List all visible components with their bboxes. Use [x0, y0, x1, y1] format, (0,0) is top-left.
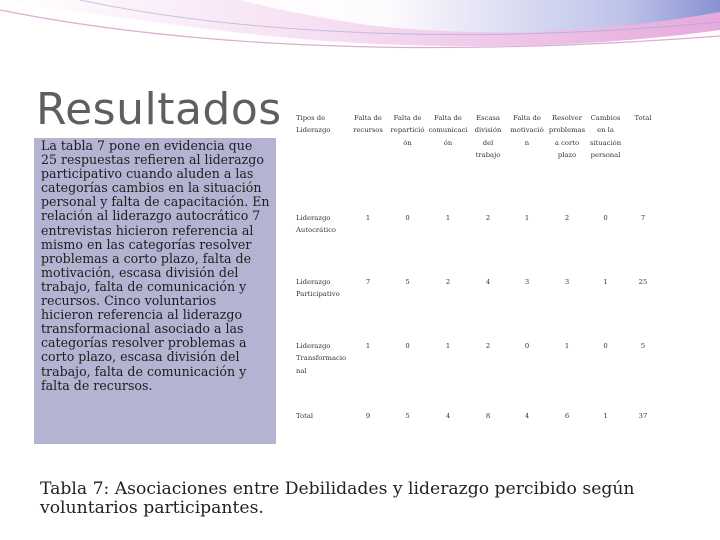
header-swoosh-decoration: [0, 0, 720, 90]
table-cell: 0: [405, 342, 410, 350]
table-cell: 1: [445, 342, 451, 350]
table-cell: 5: [405, 278, 410, 286]
header-cell-falta-de-reparticion: Falta de repartició ón: [390, 114, 425, 147]
table-cell: 4: [524, 412, 530, 420]
table-cell: 7: [365, 278, 371, 286]
table-row: [292, 274, 662, 338]
table-cell: 1: [603, 278, 608, 286]
table-cell: Liderazgo Participativo: [296, 278, 340, 299]
table-cell: 5: [405, 412, 410, 420]
table-cell: 2: [485, 214, 491, 222]
table-cell: 1: [603, 412, 608, 420]
table-cell: 9: [365, 412, 371, 420]
table-caption: Tabla 7: Asociaciones entre Debilidades y liderazgo percibido según voluntarios participantes.: [40, 479, 635, 519]
body-paragraph: La tabla 7 pone en evidencia que 25 respuestas refieren al liderazgo participativo cuando aluden a las categorías cambios en la situación personal y falta de capacitación. En relación al liderazgo autocrático 7 entrevistas hicieron referencia al mismo en las categorías resolver problemas a corto plazo, falta de motivación, escasa división del trabajo, falta de comunicación y recursos. Cinco voluntarios hicieron referencia al liderazgo transformacional asociado a las categorías resolver problemas a corto plazo, escasa división del trabajo, falta de comunicación y falta de recursos.: [41, 138, 270, 393]
table-cell: 2: [445, 278, 451, 286]
table-cell: 4: [445, 412, 451, 420]
header-cell-falta-de-comunicacion: Falta de comunicaci ón: [428, 114, 468, 147]
table-cell: 7: [640, 214, 646, 222]
table-cell: 3: [524, 278, 530, 286]
header-cell-cambios-situacion: Cambios en la situación personal: [589, 114, 622, 160]
table-cell: 1: [365, 214, 371, 222]
table-cell: 25: [638, 278, 648, 286]
header-cell-escasa-division: Escasa división del trabajo: [474, 114, 502, 160]
table-cell: 4: [485, 278, 491, 286]
table-cell: 2: [564, 214, 570, 222]
header-cell-falta-de-recursos: Falta de recursos: [353, 114, 383, 135]
table-cell: 0: [405, 214, 410, 222]
slide-title: Resultados: [36, 84, 282, 135]
table-cell: 1: [564, 342, 570, 350]
table-header-row: [292, 110, 662, 210]
table-cell: 2: [485, 342, 491, 350]
table-cell: 1: [445, 214, 451, 222]
table-row: [292, 338, 662, 408]
table-cell: 6: [564, 412, 570, 420]
table-cell: 5: [640, 342, 646, 350]
table-row: [292, 210, 662, 274]
header-cell-tipos-de-liderazgo: Tipos de Liderazgo: [296, 114, 331, 135]
table-cell: 3: [564, 278, 570, 286]
table-cell: Liderazgo Autocrático: [296, 214, 337, 235]
table-total-row: [292, 408, 662, 438]
data-table: [292, 110, 662, 438]
table-cell: 1: [524, 214, 530, 222]
table-cell: 0: [524, 342, 530, 350]
header-cell-resolver-problemas: Resolver problemas a corto plazo: [548, 114, 586, 160]
table-cell: 37: [638, 412, 648, 420]
table-cell: 0: [603, 214, 608, 222]
table-cell: Total: [296, 412, 314, 420]
header-cell-total: Total: [634, 114, 652, 122]
header-cell-falta-de-motivacion: Falta de motivació n: [510, 114, 544, 147]
table-cell: 1: [365, 342, 371, 350]
table-cell: Liderazgo Transformacio nal: [296, 342, 347, 375]
table-cell: 8: [485, 412, 491, 420]
table-cell: 0: [603, 342, 608, 350]
